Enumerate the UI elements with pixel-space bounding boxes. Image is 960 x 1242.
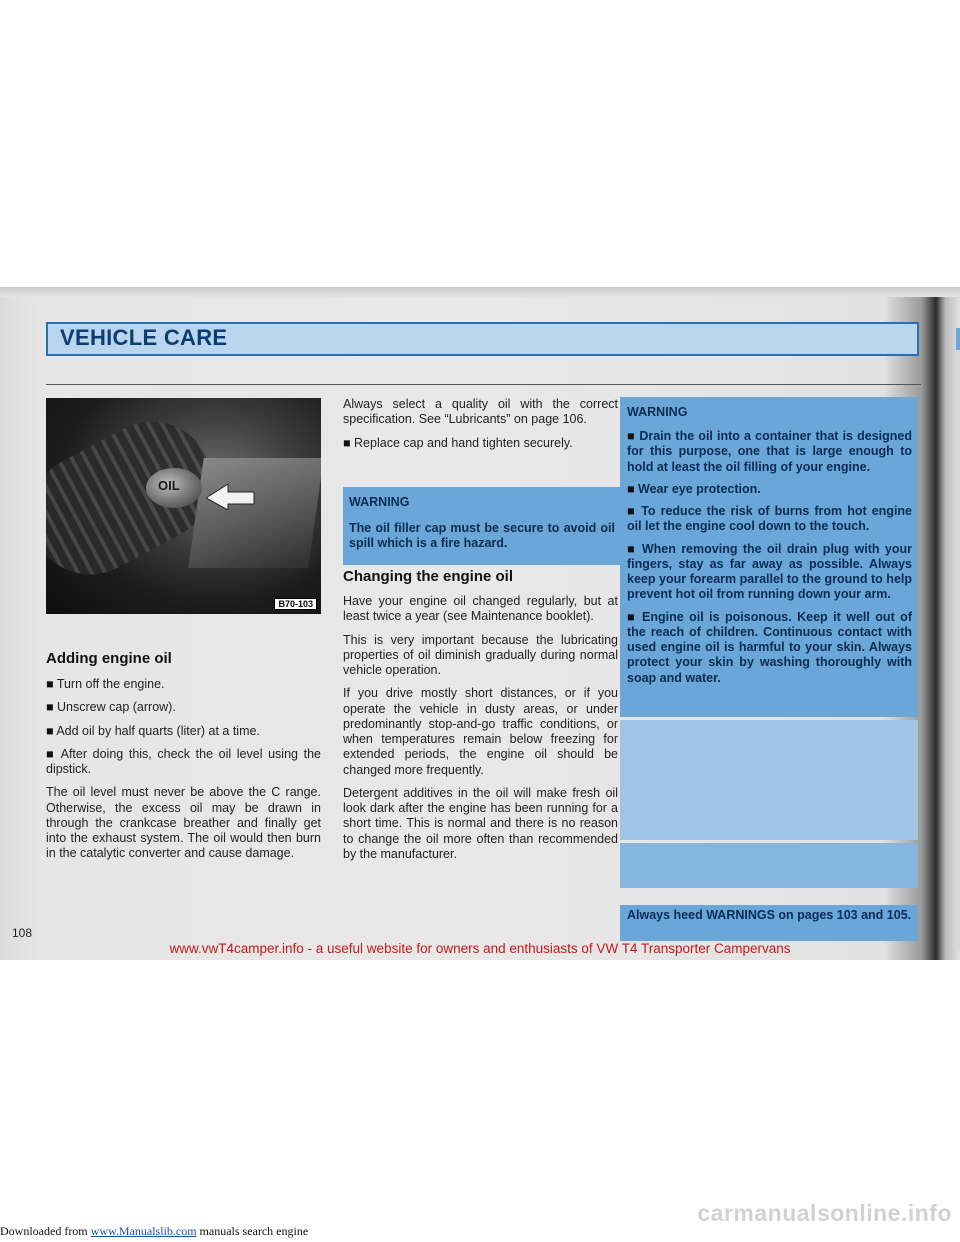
header-divider: [46, 384, 921, 385]
heed-warnings-text: Always heed WARNINGS on pages 103 and 105.: [627, 908, 912, 922]
website-banner: www.vwT4camper.info - a useful website for owners and enthusiasts of VW T4 Transporter Campervans: [169, 941, 791, 956]
section-title: VEHICLE CARE: [60, 325, 228, 350]
heed-warnings-box: [620, 905, 918, 941]
photo-code: B70-103: [274, 598, 317, 610]
engine-oil-cap-photo: [46, 398, 321, 614]
heading-changing-engine-oil: Changing the engine oil: [343, 568, 513, 585]
bullet-item: ■ Replace cap and hand tighten securely.: [343, 436, 618, 451]
bullet-item: ■ Add oil by half quarts (liter) at a time.: [46, 724, 321, 739]
bullet-item: ■ Unscrew cap (arrow).: [46, 700, 321, 715]
page-number: 108: [12, 926, 33, 940]
download-suffix: manuals search engine: [199, 1224, 309, 1238]
engine-block-shape: [188, 458, 321, 568]
body-paragraph: The oil level must never be above the C range. Otherwise, the excess oil may be drawn in through the crankcase breather and finally get into the exhaust system. The oil would then burn in the catalytic converter and cause damage.: [46, 785, 321, 861]
top-margin: [0, 0, 960, 287]
body-paragraph: This is very important because the lubricating properties of oil diminish gradually during normal vehicle operation.: [343, 632, 618, 677]
next-page-header-mark: [956, 328, 960, 350]
heading-adding-engine-oil: Adding engine oil: [46, 650, 172, 667]
warning-item: ■ Wear eye protection.: [627, 482, 912, 497]
body-paragraph: Detergent additives in the oil will make fresh oil look dark after the engine has been running for a short time. This is normal and there is no reason to change the oil more often than recommended by the manufacturer.: [343, 785, 618, 861]
body-paragraph: Have your engine oil changed regularly, but at least twice a year (see Maintenance booklet).: [343, 594, 618, 624]
faded-box: [620, 843, 918, 888]
arrow-icon: [206, 480, 256, 510]
warning-item: ■ When removing the oil drain plug with your fingers, stay as far away as possible. Always keep your forearm parallel to the ground to help prevent hot oil from running down your arm.: [627, 542, 912, 603]
warning-list: [627, 429, 912, 693]
warning-text: The oil filler cap must be secure to avoid oil spill which is a fire hazard.: [349, 521, 615, 551]
warning-item: ■ To reduce the risk of burns from hot engine oil let the engine cool down to the touch.: [627, 504, 912, 535]
oil-cap-label: OIL: [158, 478, 180, 493]
faded-box: [620, 720, 918, 840]
watermark: carmanualsonline.info: [697, 1200, 952, 1226]
changing-oil-section: [343, 568, 618, 870]
warning-box-filler-cap: [343, 487, 620, 565]
download-credit: [0, 1224, 308, 1239]
bullet-item: ■ After doing this, check the oil level using the dipstick.: [46, 747, 321, 778]
bullet-item: ■ Turn off the engine.: [46, 677, 321, 692]
warning-title: WARNING: [627, 405, 688, 419]
column-changing-oil: [343, 397, 618, 459]
body-paragraph: If you drive mostly short distances, or if you operate the vehicle in dusty areas, or under predominantly stop-and-go traffic conditions, or when temperatures remain below freezing for extended periods, the engine oil should be changed more frequently.: [343, 686, 618, 777]
warning-item: ■ Drain the oil into a container that is designed for this purpose, one that is large enough to hold at least the oil filling of your engine.: [627, 429, 912, 475]
warning-item: ■ Engine oil is poisonous. Keep it well out of the reach of children. Continuous contact with used engine oil is harmful to your skin. Always protect your skin by washing thoroughly with soap and water.: [627, 610, 912, 686]
download-prefix: Downloaded from: [0, 1224, 88, 1238]
manualslib-link[interactable]: www.Manualslib.com: [90, 1224, 197, 1238]
warning-title: WARNING: [349, 495, 410, 509]
next-page-edge: [955, 330, 960, 950]
body-paragraph: Always select a quality oil with the correct specification. See “Lubricants” on page 106.: [343, 397, 618, 427]
scan-edge: [0, 287, 960, 297]
warning-box-draining: [620, 397, 918, 717]
column-adding-oil: [46, 650, 321, 870]
